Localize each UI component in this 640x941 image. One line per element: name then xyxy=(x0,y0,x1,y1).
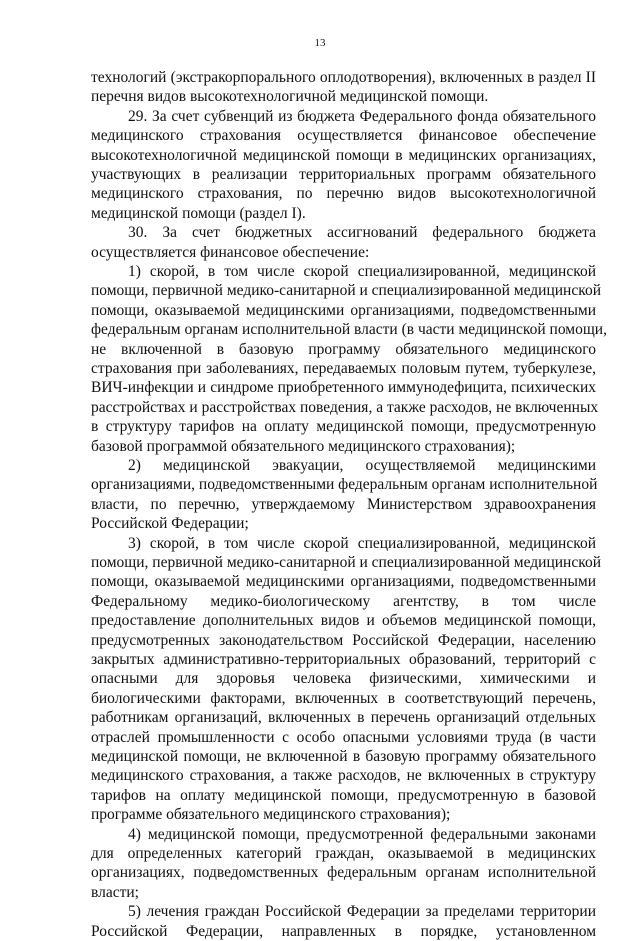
text-line: власти, по перечню, утверждаемому Министерством здравоохранения xyxy=(91,495,596,513)
text-line: 5) лечения граждан Российской Федерации за пределами территории xyxy=(128,903,596,921)
text-line: организациях, подведомственных федеральным органам исполнительной xyxy=(91,864,596,882)
text-line: медицинского страхования осуществляется финансовое обеспечение xyxy=(91,127,596,145)
text-line: отраслей промышленности с особо опасными условиями труда (в части xyxy=(91,728,596,746)
text-line: помощи, первичной медико-санитарной и специализированной медицинской xyxy=(91,282,602,300)
text-line: перечня видов высокотехнологичной медицинской помощи. xyxy=(91,88,489,106)
text-line: 2) медицинской эвакуации, осуществляемой медицинскими xyxy=(128,457,596,474)
text-line: высокотехнологичной медицинской помощи в медицинских организациях, xyxy=(91,146,596,164)
text-line: для определенных категорий граждан, оказываемой в медицинских xyxy=(91,845,596,862)
text-line: власти; xyxy=(91,883,139,901)
text-line: 1) скорой, в том числе скорой специализированной, медицинской xyxy=(128,263,596,280)
text-line: помощи, оказываемой медицинскими организациями, подведомственными xyxy=(91,301,596,319)
text-line: Российской Федерации; xyxy=(91,515,249,533)
text-line: Федеральному медико-биологическому агентству, в том числе xyxy=(91,592,596,610)
text-line: участвующих в реализации территориальных программ обязательного xyxy=(91,166,596,183)
text-line: Российской Федерации, направленных в порядке, установленном xyxy=(91,922,596,940)
text-line: медицинской помощи, не включенной в базовую программу обязательного xyxy=(91,748,596,765)
text-line: в структуру тарифов на оплату медицинской помощи, предусмотренную xyxy=(91,418,596,436)
text-line: 4) медицинской помощи, предусмотренной федеральными законами xyxy=(128,825,596,843)
text-line: осуществляется финансовое обеспечение: xyxy=(91,243,370,261)
text-line: предусмотренных законодательством Российской Федерации, населению xyxy=(91,631,596,649)
page-number: 13 xyxy=(314,37,326,49)
text-line: базовой программой обязательного медицинского страхования); xyxy=(91,437,516,455)
text-line: предоставление дополнительных видов и объемов медицинской помощи, xyxy=(91,612,596,630)
text-line: помощи, оказываемой медицинскими организациями, подведомственными xyxy=(91,573,596,591)
text-line: расстройствах и расстройствах поведения, а также расходов, не включенных xyxy=(91,398,599,416)
text-line: помощи, первичной медико-санитарной и специализированной медицинской xyxy=(91,554,602,571)
text-line: ВИЧ-инфекции и синдроме приобретенного иммунодефицита, психических xyxy=(91,379,596,397)
text-line: биологическими факторами, включенных в соответствующий перечень, xyxy=(91,689,596,707)
text-line: организациями, подведомственными федеральным органам исполнительной xyxy=(91,476,598,494)
text-line: работникам организаций, включенных в перечень организаций отдельных xyxy=(91,709,596,727)
text-line: не включенной в базовую программу обязательного медицинского xyxy=(91,340,596,358)
text-line: страхования при заболеваниях, передаваемых половым путем, туберкулезе, xyxy=(91,360,596,377)
text-line: 30. За счет бюджетных ассигнований федерального бюджета xyxy=(128,224,596,242)
text-line: 3) скорой, в том числе скорой специализированной, медицинской xyxy=(128,534,596,552)
text-line: технологий (экстракорпорального оплодотворения), включенных в раздел II xyxy=(91,69,596,86)
text-line: медицинского страхования, а также расходов, не включенных в структуру xyxy=(91,767,596,785)
text-line: федеральным органам исполнительной власти (в части медицинской помощи, xyxy=(91,321,607,339)
text-line: тарифов на оплату медицинской помощи, предусмотренную в базовой xyxy=(91,786,596,804)
text-line: медицинского страхования, по перечню видов высокотехнологичной xyxy=(91,185,596,203)
text-line: медицинской помощи (раздел I). xyxy=(91,204,306,222)
text-line: опасными для здоровья человека физическими, химическими и xyxy=(91,670,596,688)
text-line: программе обязательного медицинского страхования); xyxy=(91,806,451,824)
text-line: закрытых административно-территориальных образований, территорий с xyxy=(91,651,596,668)
text-line: 29. За счет субвенций из бюджета Федерального фонда обязательного xyxy=(128,107,596,125)
